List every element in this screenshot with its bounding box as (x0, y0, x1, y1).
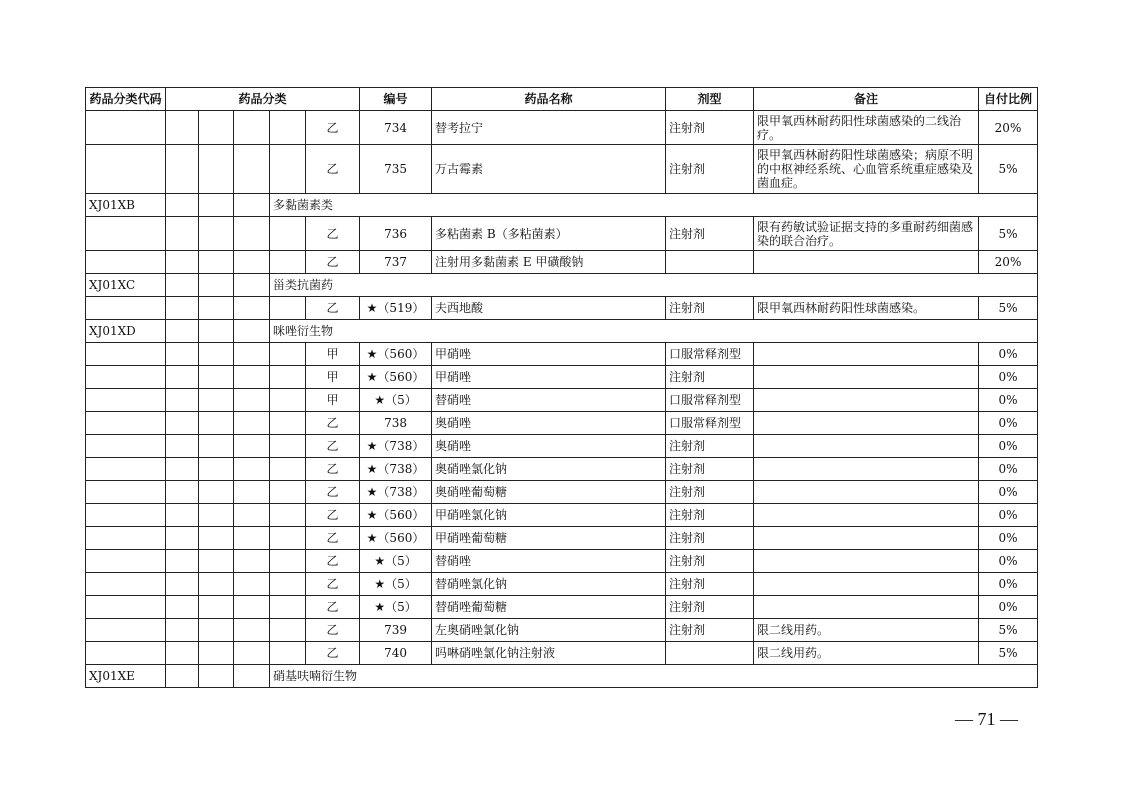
drug-name: 左奥硝唑氯化钠 (432, 619, 666, 642)
empty-cell (166, 194, 199, 217)
empty-cell (270, 217, 306, 251)
drug-ratio: 0% (979, 343, 1038, 366)
drug-ratio: 0% (979, 435, 1038, 458)
drug-name: 奥硝唑 (432, 412, 666, 435)
drug-name: 甲硝唑葡萄糖 (432, 527, 666, 550)
drug-number: ★（560） (360, 527, 432, 550)
drug-row (86, 297, 1038, 320)
empty-cell (234, 412, 270, 435)
empty-cell (199, 504, 234, 527)
drug-row (86, 145, 1038, 194)
empty-cell (270, 111, 306, 145)
empty-cell (86, 481, 166, 504)
drug-row (86, 251, 1038, 274)
drug-row (86, 527, 1038, 550)
empty-cell (199, 412, 234, 435)
empty-cell (166, 111, 199, 145)
empty-cell (166, 665, 199, 688)
empty-cell (166, 596, 199, 619)
drug-number: ★（5） (360, 596, 432, 619)
empty-cell (270, 412, 306, 435)
empty-cell (270, 343, 306, 366)
empty-cell (166, 412, 199, 435)
drug-row (86, 412, 1038, 435)
empty-cell (166, 145, 199, 194)
empty-cell (166, 481, 199, 504)
header-form: 剂型 (666, 88, 754, 111)
drug-grade: 乙 (306, 642, 360, 665)
empty-cell (166, 619, 199, 642)
drug-grade: 甲 (306, 366, 360, 389)
drug-grade: 乙 (306, 619, 360, 642)
drug-grade: 乙 (306, 458, 360, 481)
drug-grade: 乙 (306, 573, 360, 596)
empty-cell (234, 111, 270, 145)
empty-cell (234, 217, 270, 251)
drug-form: 注射剂 (666, 297, 754, 320)
empty-cell (86, 527, 166, 550)
drug-row (86, 596, 1038, 619)
category-row (86, 665, 1038, 688)
empty-cell (270, 642, 306, 665)
empty-cell (234, 435, 270, 458)
empty-cell (270, 366, 306, 389)
drug-ratio: 0% (979, 596, 1038, 619)
empty-cell (234, 320, 270, 343)
drug-remark: 限二线用药。 (754, 619, 979, 642)
drug-ratio: 5% (979, 217, 1038, 251)
empty-cell (199, 251, 234, 274)
category-label: 甾类抗菌药 (270, 274, 1038, 297)
drug-form: 注射剂 (666, 504, 754, 527)
empty-cell (86, 596, 166, 619)
empty-cell (234, 389, 270, 412)
page-number: — 71 — (955, 709, 1018, 729)
drug-name: 替硝唑 (432, 389, 666, 412)
drug-remark (754, 343, 979, 366)
empty-cell (86, 297, 166, 320)
drug-remark (754, 412, 979, 435)
category-code: XJ01XC (86, 274, 166, 297)
drug-name: 替考拉宁 (432, 111, 666, 145)
drug-ratio: 0% (979, 504, 1038, 527)
empty-cell (270, 145, 306, 194)
drug-grade: 乙 (306, 527, 360, 550)
category-code: XJ01XB (86, 194, 166, 217)
drug-form: 注射剂 (666, 481, 754, 504)
empty-cell (86, 550, 166, 573)
drug-form: 口服常释剂型 (666, 412, 754, 435)
header-code: 药品分类代码 (86, 88, 166, 111)
empty-cell (234, 596, 270, 619)
header-name: 药品名称 (432, 88, 666, 111)
drug-row (86, 366, 1038, 389)
empty-cell (199, 665, 234, 688)
drug-ratio: 0% (979, 527, 1038, 550)
empty-cell (234, 274, 270, 297)
empty-cell (270, 573, 306, 596)
empty-cell (86, 619, 166, 642)
category-label: 多黏菌素类 (270, 194, 1038, 217)
header-ratio: 自付比例 (979, 88, 1038, 111)
empty-cell (86, 145, 166, 194)
drug-grade: 乙 (306, 251, 360, 274)
empty-cell (270, 458, 306, 481)
drug-name: 甲硝唑氯化钠 (432, 504, 666, 527)
category-label: 硝基呋喃衍生物 (270, 665, 1038, 688)
drug-grade: 乙 (306, 550, 360, 573)
drug-ratio: 5% (979, 145, 1038, 194)
empty-cell (270, 481, 306, 504)
empty-cell (234, 642, 270, 665)
drug-form: 注射剂 (666, 573, 754, 596)
drug-remark (754, 527, 979, 550)
drug-form: 注射剂 (666, 619, 754, 642)
empty-cell (166, 251, 199, 274)
drug-grade: 乙 (306, 412, 360, 435)
drug-remark: 限甲氧西林耐药阳性球菌感染；病原不明的中枢神经系统、心血管系统重症感染及菌血症。 (754, 145, 979, 194)
drug-grade: 乙 (306, 297, 360, 320)
empty-cell (166, 527, 199, 550)
drug-form: 注射剂 (666, 145, 754, 194)
drug-number: ★（738） (360, 435, 432, 458)
empty-cell (86, 389, 166, 412)
drug-grade: 乙 (306, 504, 360, 527)
drug-form: 注射剂 (666, 366, 754, 389)
drug-number: 736 (360, 217, 432, 251)
empty-cell (199, 217, 234, 251)
drug-remark: 限二线用药。 (754, 642, 979, 665)
drug-grade: 乙 (306, 481, 360, 504)
drug-name: 奥硝唑葡萄糖 (432, 481, 666, 504)
header-category: 药品分类 (166, 88, 360, 111)
empty-cell (199, 550, 234, 573)
drug-grade: 乙 (306, 217, 360, 251)
drug-remark (754, 481, 979, 504)
drug-ratio: 0% (979, 366, 1038, 389)
category-row (86, 194, 1038, 217)
drug-row (86, 435, 1038, 458)
drug-row (86, 573, 1038, 596)
empty-cell (199, 366, 234, 389)
empty-cell (86, 251, 166, 274)
drug-name: 奥硝唑氯化钠 (432, 458, 666, 481)
empty-cell (166, 366, 199, 389)
empty-cell (86, 343, 166, 366)
drug-remark: 限甲氧西林耐药阳性球菌感染的二线治疗。 (754, 111, 979, 145)
empty-cell (270, 504, 306, 527)
empty-cell (234, 550, 270, 573)
drug-ratio: 0% (979, 550, 1038, 573)
drug-ratio: 0% (979, 389, 1038, 412)
drug-grade: 乙 (306, 111, 360, 145)
empty-cell (234, 366, 270, 389)
empty-cell (86, 458, 166, 481)
empty-cell (199, 435, 234, 458)
category-code: XJ01XD (86, 320, 166, 343)
empty-cell (199, 573, 234, 596)
drug-form: 注射剂 (666, 596, 754, 619)
header-number: 编号 (360, 88, 432, 111)
drug-name: 多粘菌素 B（多粘菌素） (432, 217, 666, 251)
drug-form: 口服常释剂型 (666, 389, 754, 412)
empty-cell (270, 435, 306, 458)
drug-name: 替硝唑葡萄糖 (432, 596, 666, 619)
header-remark: 备注 (754, 88, 979, 111)
drug-ratio: 20% (979, 111, 1038, 145)
empty-cell (86, 573, 166, 596)
empty-cell (234, 504, 270, 527)
drug-remark (754, 458, 979, 481)
drug-grade: 甲 (306, 343, 360, 366)
drug-grade: 甲 (306, 389, 360, 412)
drug-grade: 乙 (306, 145, 360, 194)
drug-number: ★（560） (360, 504, 432, 527)
drug-form (666, 642, 754, 665)
drug-grade: 乙 (306, 596, 360, 619)
drug-name: 夫西地酸 (432, 297, 666, 320)
empty-cell (86, 217, 166, 251)
drug-ratio: 0% (979, 573, 1038, 596)
drug-row (86, 111, 1038, 145)
empty-cell (199, 297, 234, 320)
drug-row (86, 389, 1038, 412)
drug-ratio: 0% (979, 481, 1038, 504)
drug-row (86, 619, 1038, 642)
drug-number: ★（560） (360, 343, 432, 366)
drug-form: 注射剂 (666, 550, 754, 573)
empty-cell (86, 642, 166, 665)
empty-cell (199, 458, 234, 481)
drug-ratio: 20% (979, 251, 1038, 274)
drug-ratio: 5% (979, 297, 1038, 320)
empty-cell (199, 111, 234, 145)
empty-cell (166, 550, 199, 573)
empty-cell (234, 573, 270, 596)
empty-cell (166, 297, 199, 320)
drug-form: 注射剂 (666, 111, 754, 145)
drug-ratio: 0% (979, 412, 1038, 435)
drug-remark: 限有药敏试验证据支持的多重耐药细菌感染的联合治疗。 (754, 217, 979, 251)
drug-name: 替硝唑氯化钠 (432, 573, 666, 596)
empty-cell (234, 343, 270, 366)
empty-cell (234, 297, 270, 320)
drug-remark (754, 435, 979, 458)
empty-cell (234, 527, 270, 550)
drug-row (86, 458, 1038, 481)
drug-remark: 限甲氧西林耐药阳性球菌感染。 (754, 297, 979, 320)
empty-cell (166, 642, 199, 665)
category-label: 咪唑衍生物 (270, 320, 1038, 343)
drug-number: ★（738） (360, 458, 432, 481)
empty-cell (234, 481, 270, 504)
empty-cell (166, 274, 199, 297)
drug-grade: 乙 (306, 435, 360, 458)
empty-cell (86, 435, 166, 458)
empty-cell (199, 320, 234, 343)
drug-number: 737 (360, 251, 432, 274)
drug-name: 奥硝唑 (432, 435, 666, 458)
drug-ratio: 5% (979, 642, 1038, 665)
drug-number: ★（560） (360, 366, 432, 389)
empty-cell (166, 573, 199, 596)
drug-name: 注射用多黏菌素 E 甲磺酸钠 (432, 251, 666, 274)
drug-remark (754, 596, 979, 619)
empty-cell (199, 194, 234, 217)
drug-row (86, 217, 1038, 251)
drug-number: ★（5） (360, 550, 432, 573)
empty-cell (270, 596, 306, 619)
empty-cell (199, 642, 234, 665)
empty-cell (270, 251, 306, 274)
drug-name: 甲硝唑 (432, 366, 666, 389)
empty-cell (234, 145, 270, 194)
drug-table (85, 87, 1038, 688)
drug-number: 734 (360, 111, 432, 145)
drug-number: 739 (360, 619, 432, 642)
category-row (86, 274, 1038, 297)
empty-cell (270, 619, 306, 642)
drug-remark (754, 573, 979, 596)
empty-cell (166, 504, 199, 527)
empty-cell (270, 297, 306, 320)
empty-cell (234, 251, 270, 274)
drug-number: ★（738） (360, 481, 432, 504)
drug-row (86, 642, 1038, 665)
empty-cell (234, 665, 270, 688)
drug-number: 740 (360, 642, 432, 665)
drug-name: 替硝唑 (432, 550, 666, 573)
drug-number: ★（519） (360, 297, 432, 320)
table-header-row (86, 88, 1038, 111)
drug-number: 738 (360, 412, 432, 435)
empty-cell (270, 527, 306, 550)
drug-number: ★（5） (360, 389, 432, 412)
drug-form (666, 251, 754, 274)
drug-form: 注射剂 (666, 217, 754, 251)
drug-row (86, 550, 1038, 573)
drug-number: 735 (360, 145, 432, 194)
empty-cell (234, 458, 270, 481)
drug-form: 注射剂 (666, 435, 754, 458)
empty-cell (166, 217, 199, 251)
drug-row (86, 504, 1038, 527)
drug-form: 注射剂 (666, 527, 754, 550)
empty-cell (166, 435, 199, 458)
empty-cell (166, 320, 199, 343)
drug-number: ★（5） (360, 573, 432, 596)
category-row (86, 320, 1038, 343)
drug-ratio: 0% (979, 458, 1038, 481)
drug-name: 万古霉素 (432, 145, 666, 194)
drug-remark (754, 389, 979, 412)
drug-form: 口服常释剂型 (666, 343, 754, 366)
drug-row (86, 343, 1038, 366)
empty-cell (199, 343, 234, 366)
empty-cell (270, 550, 306, 573)
drug-ratio: 5% (979, 619, 1038, 642)
drug-row (86, 481, 1038, 504)
empty-cell (166, 389, 199, 412)
drug-remark (754, 251, 979, 274)
empty-cell (199, 619, 234, 642)
empty-cell (199, 596, 234, 619)
table-body (86, 111, 1038, 688)
empty-cell (86, 366, 166, 389)
empty-cell (199, 527, 234, 550)
empty-cell (270, 389, 306, 412)
empty-cell (86, 412, 166, 435)
drug-name: 吗啉硝唑氯化钠注射液 (432, 642, 666, 665)
empty-cell (199, 481, 234, 504)
drug-name: 甲硝唑 (432, 343, 666, 366)
empty-cell (199, 274, 234, 297)
empty-cell (166, 343, 199, 366)
drug-remark (754, 550, 979, 573)
empty-cell (199, 145, 234, 194)
drug-remark (754, 504, 979, 527)
drug-form: 注射剂 (666, 458, 754, 481)
empty-cell (166, 458, 199, 481)
empty-cell (234, 194, 270, 217)
empty-cell (86, 504, 166, 527)
empty-cell (86, 111, 166, 145)
drug-remark (754, 366, 979, 389)
empty-cell (199, 389, 234, 412)
category-code: XJ01XE (86, 665, 166, 688)
empty-cell (234, 619, 270, 642)
